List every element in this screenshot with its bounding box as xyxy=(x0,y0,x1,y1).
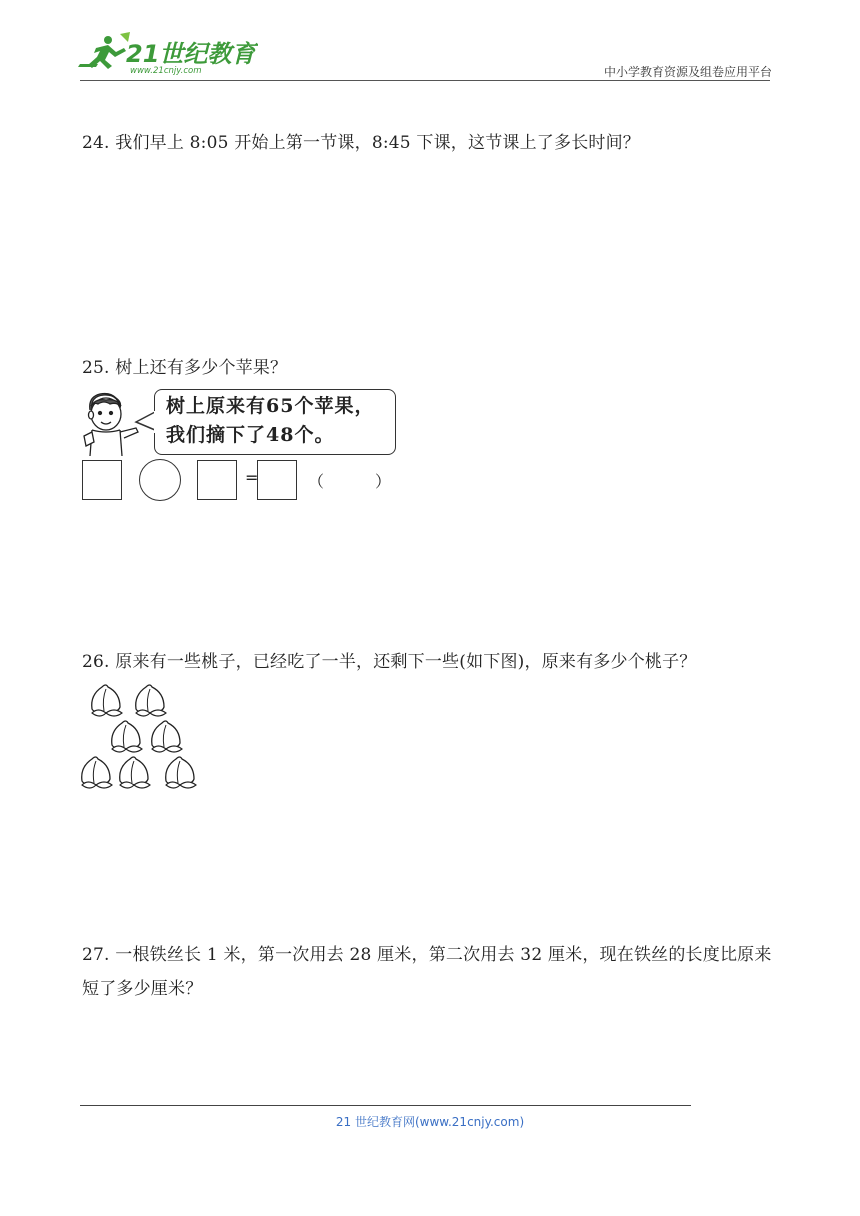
equals-sign: = xyxy=(245,468,259,487)
peach-icon xyxy=(166,757,196,788)
peach-icon xyxy=(136,685,166,716)
peach-icon xyxy=(82,757,112,788)
logo-title: 21世纪教育 xyxy=(126,40,256,68)
speech-line-2: 我们摘下了48个。 xyxy=(166,424,335,446)
operator-circle[interactable] xyxy=(139,459,181,501)
question-26: 26. 原来有一些桃子，已经吃了一半，还剩下一些(如下图)，原来有多少个桃子？ xyxy=(82,652,697,672)
peach-icon xyxy=(152,721,182,752)
header-platform-text: 中小学教育资源及组卷应用平台 xyxy=(603,65,772,79)
unit-paren-open: （ xyxy=(308,472,325,491)
runner-logo-icon xyxy=(78,30,258,76)
footer-link[interactable]: 21 世纪教育网(www.21cnjy.com) xyxy=(335,1115,525,1129)
answer-box-1[interactable] xyxy=(82,460,122,500)
speech-bubble-tail-icon xyxy=(134,410,158,434)
speech-line-1: 树上原来有65个苹果， xyxy=(166,395,375,417)
speech-bubble-text xyxy=(166,392,374,450)
peach-icon xyxy=(112,721,142,752)
question-24: 24. 我们早上 8:05 开始上第一节课，8:45 下课，这节课上了多长时间？ xyxy=(82,133,641,153)
question-27: 27. 一根铁丝长 1 米，第一次用去 28 厘米，第二次用去 32 厘米，现在铁丝的长度比原来短了多少厘米？ xyxy=(82,945,772,999)
peach-icon xyxy=(92,685,122,716)
peach-icon xyxy=(120,757,150,788)
unit-paren-close: ） xyxy=(375,472,392,491)
site-logo xyxy=(78,30,258,76)
footer-divider xyxy=(80,1105,691,1106)
answer-box-result[interactable] xyxy=(257,460,297,500)
question-25: 25. 树上还有多少个苹果？ xyxy=(82,358,288,378)
boy-speaking-icon xyxy=(80,392,140,458)
answer-box-2[interactable] xyxy=(197,460,237,500)
peaches-illustration xyxy=(80,683,204,795)
boy-illustration xyxy=(80,392,140,458)
header-divider xyxy=(80,80,770,81)
logo-url: www.21cnjy.com xyxy=(130,66,202,76)
